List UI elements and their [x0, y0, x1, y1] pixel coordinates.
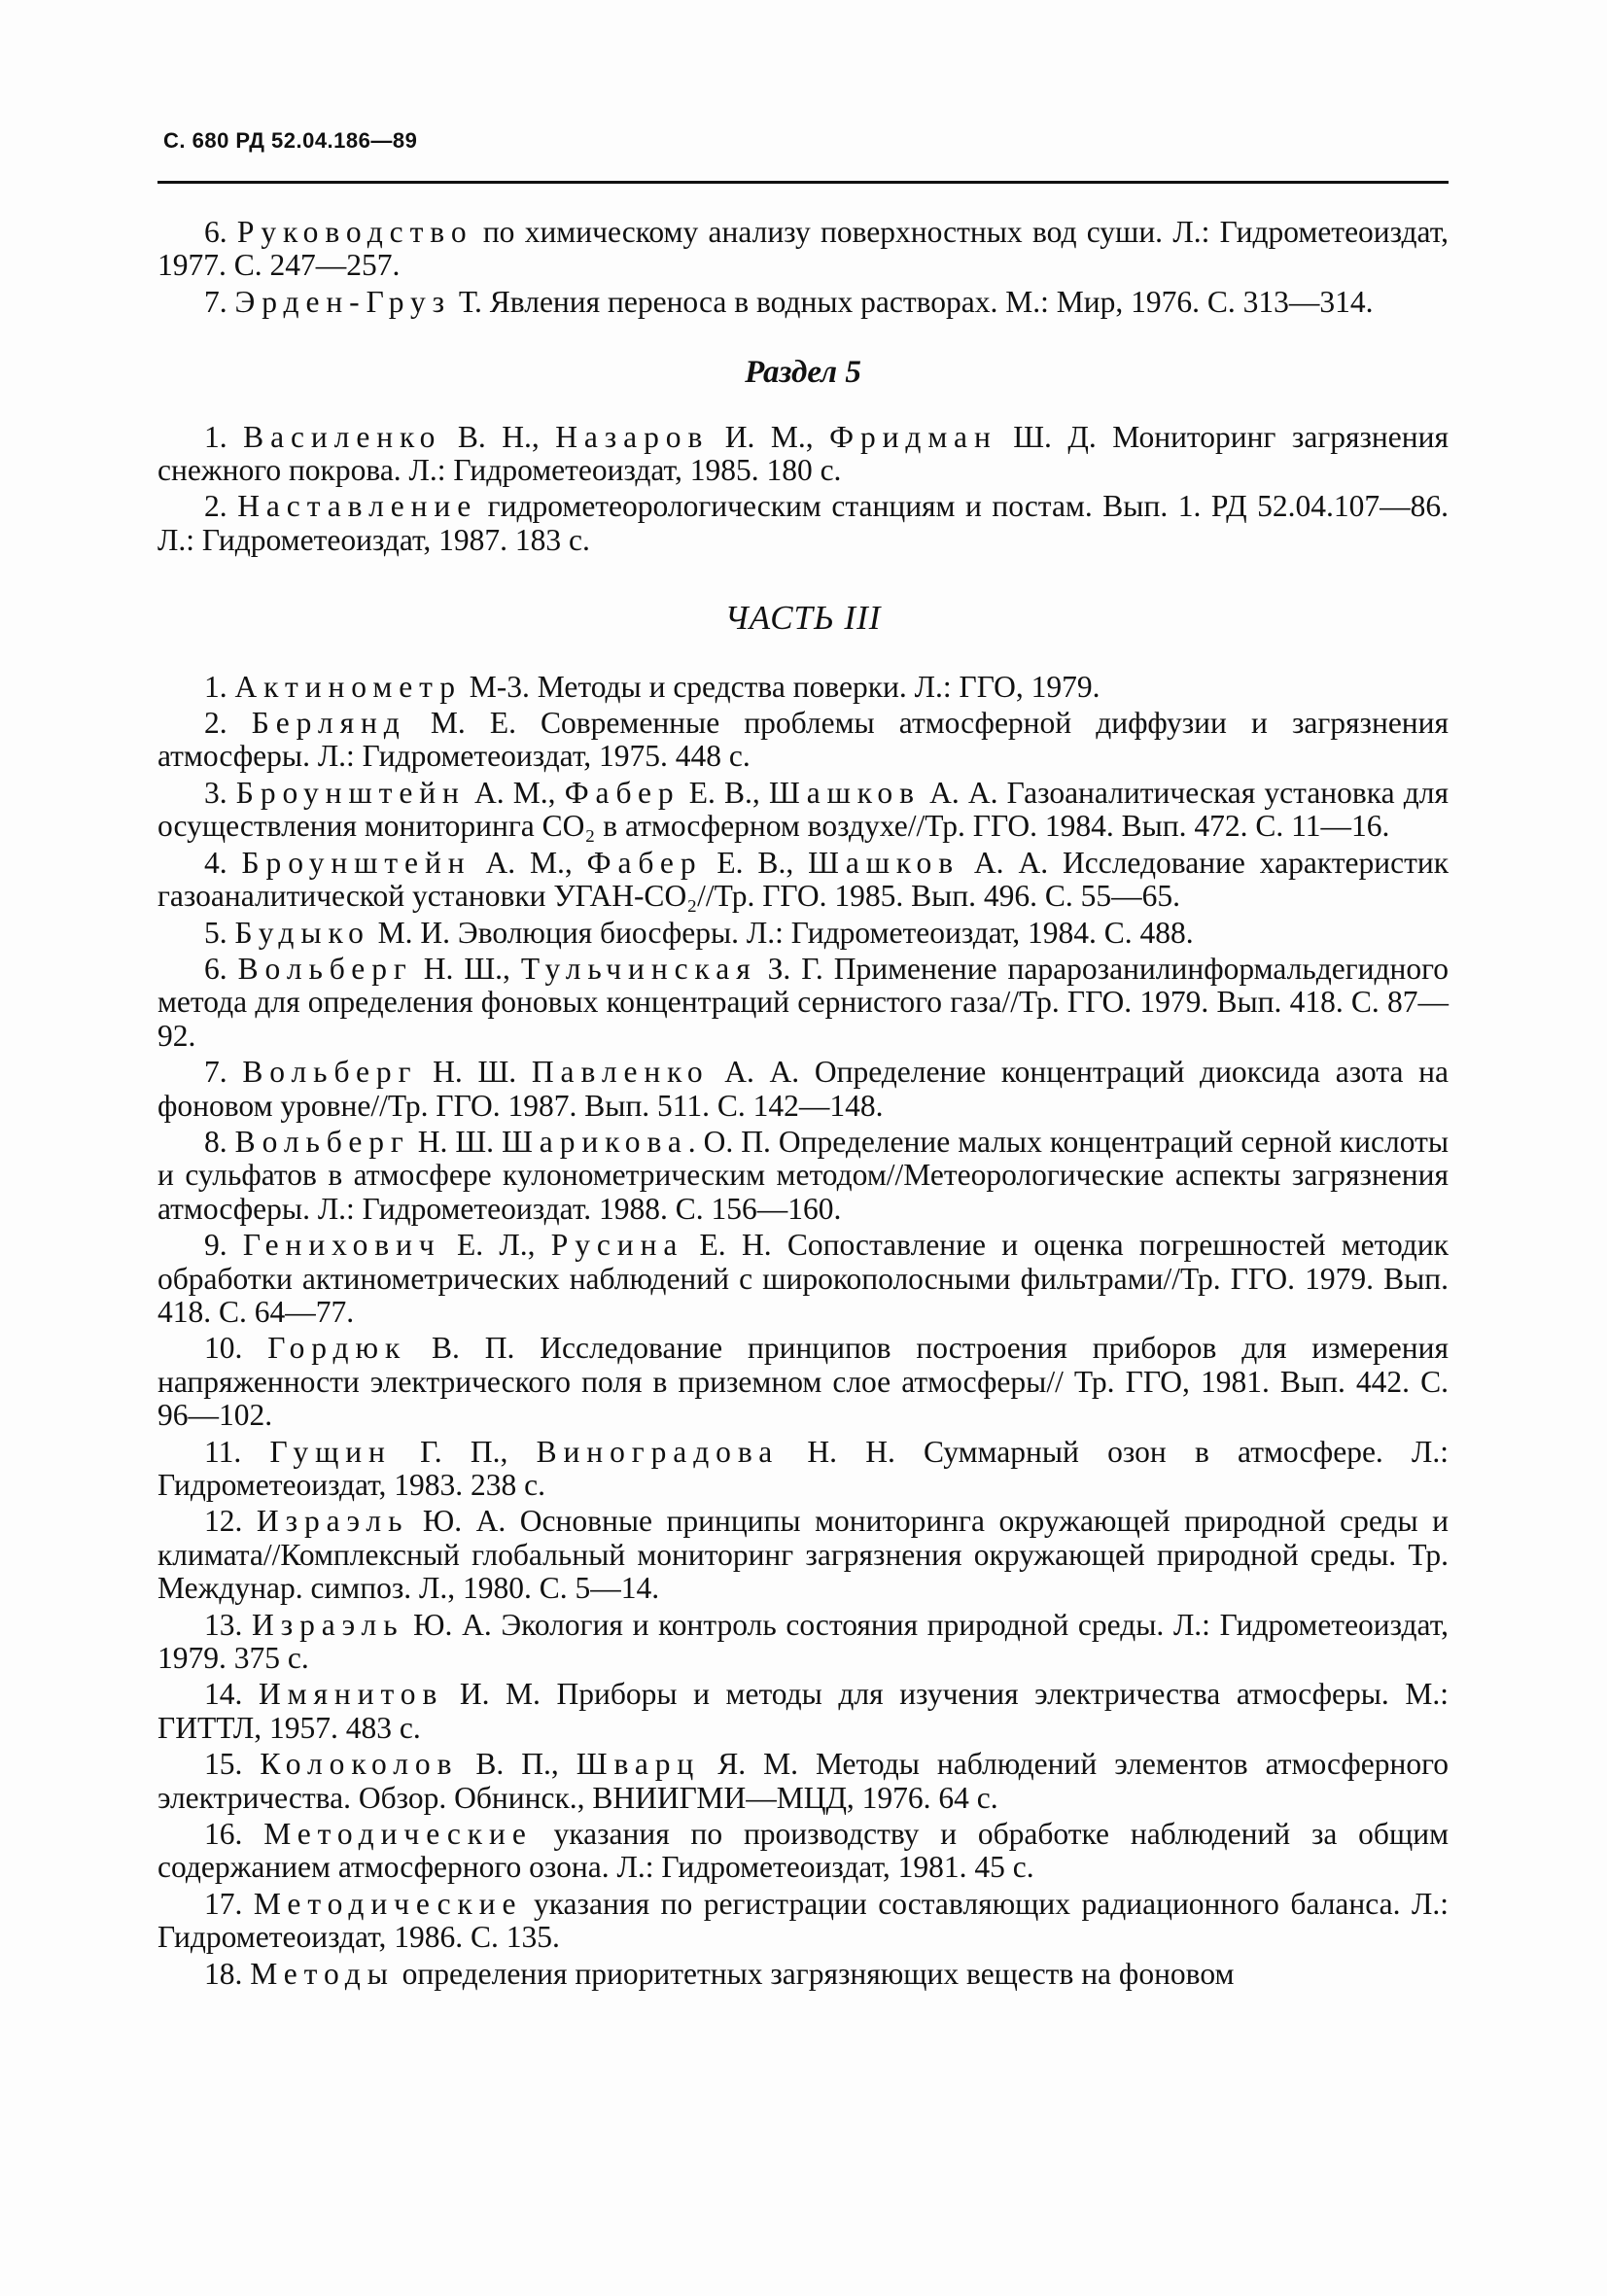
reference-author: Броунштейн	[235, 775, 466, 810]
reference-number: 13.	[204, 1607, 243, 1642]
reference-text: Н. Н. Суммарный озон в атмосфере. Л.: Гидрометеоиздат, 1983. 238 с.	[157, 1434, 1450, 1502]
reference-author: Броунштейн	[241, 845, 472, 880]
reference-item	[157, 1888, 1449, 1955]
reference-text: А. М.,	[471, 845, 587, 880]
reference-text: Е. В.,	[680, 775, 769, 810]
reference-text: Ш. Д. Мониторинг загрязнения снежного покрова. Л.: Гидрометеоиздат, 1985. 180 с.	[157, 419, 1449, 488]
reference-number: 1.	[204, 419, 227, 454]
reference-text: Ю. А. Основные принципы мониторинга окружающей природной среды и климата//Комплексный глобальный мониторинг загрязнения окружающей природной среды. Тр. Междунар. симпоз. Л., 1980. С. 5—14.	[157, 1504, 1449, 1606]
part-3-title: ЧАСТЬ III	[724, 599, 882, 638]
reference-number: 7.	[204, 284, 227, 319]
reference-author: Методические	[253, 1886, 523, 1921]
reference-text: гидрометеорологическим станциям и постам. Вып. 1. РД 52.04.107—86. Л.: Гидрометеоиздат, 1987. 183 с.	[157, 489, 1449, 557]
reference-author: Вольберг	[234, 1124, 410, 1159]
reference-text: В. Н.,	[441, 419, 556, 454]
reference-item	[157, 1332, 1449, 1432]
reference-author: Эрден-Груз	[234, 284, 452, 319]
reference-text: М-3. Методы и средства поверки. Л.: ГГО, 1979.	[461, 669, 1100, 704]
reference-text: Я. М. Методы наблюдений элементов атмосферного электричества. Обзор. Обнинск., ВНИИГМИ—МЦД, 1976. 64 с.	[157, 1747, 1450, 1815]
reference-author: Василенко	[243, 419, 442, 454]
reference-text: А. А. Газоаналитическая установка для осуществления мониторинга CO₂ в атмосферном воздухе//Тр. ГГО. 1984. Вып. 472. С. 11—16.	[157, 775, 1449, 844]
reference-text: А. М.,	[465, 775, 565, 810]
reference-author: Актинометр	[234, 669, 462, 704]
reference-author: Гущин	[269, 1434, 392, 1469]
reference-item	[157, 216, 1449, 283]
reference-item	[157, 777, 1449, 844]
reference-author: Имянитов	[258, 1677, 444, 1712]
reference-number: 15.	[204, 1747, 243, 1782]
reference-author: Методические	[263, 1817, 533, 1852]
part-3-references	[157, 671, 1449, 1991]
reference-item	[157, 707, 1449, 774]
reference-item	[157, 1609, 1449, 1676]
reference-author: Назаров	[555, 419, 710, 454]
reference-item	[157, 953, 1449, 1053]
reference-number: 3.	[204, 775, 227, 810]
reference-item	[157, 1505, 1449, 1605]
reference-number: 6.	[204, 215, 227, 249]
reference-text: по химическому анализу поверхностных вод суши. Л.: Гидрометеоиздат, 1977. С. 247—257.	[157, 215, 1449, 283]
reference-number: 9.	[204, 1228, 227, 1263]
reference-item	[157, 1748, 1449, 1815]
section-5-title: Раздел 5	[745, 355, 861, 391]
reference-item	[157, 1126, 1449, 1226]
reference-number: 10.	[204, 1331, 243, 1366]
reference-item	[157, 1056, 1449, 1123]
reference-item	[157, 1678, 1449, 1745]
reference-item	[157, 917, 1449, 950]
reference-author: Русина	[550, 1228, 684, 1263]
reference-author: Наставление	[237, 489, 478, 524]
reference-item	[157, 286, 1449, 319]
reference-text: В. П.,	[458, 1747, 576, 1782]
reference-item	[157, 1958, 1449, 1991]
reference-number: 16.	[204, 1817, 243, 1852]
reference-text: Е. Л.,	[440, 1228, 551, 1263]
reference-text: Ю. А. Экология и контроль состояния природной среды. Л.: Гидрометеоиздат, 1979. 375 с.	[157, 1607, 1449, 1676]
references-block-1	[157, 216, 1449, 319]
reference-text: Н. Ш.	[409, 1124, 503, 1159]
reference-text: Г. П.,	[391, 1434, 537, 1469]
reference-author: Шашков	[768, 775, 921, 810]
reference-author: Павленко	[531, 1055, 710, 1090]
section-5-references	[157, 421, 1449, 558]
reference-author: Генихович	[242, 1228, 441, 1263]
reference-item	[157, 847, 1449, 914]
reference-number: 12.	[204, 1504, 243, 1539]
reference-number: 18.	[204, 1956, 243, 1991]
reference-number: 2.	[204, 489, 227, 524]
reference-number: 17.	[204, 1886, 243, 1921]
reference-author: Шварц	[576, 1747, 701, 1782]
reference-number: 7.	[204, 1055, 227, 1090]
reference-item	[157, 1436, 1449, 1503]
reference-number: 4.	[204, 845, 227, 880]
reference-text: указания по производству и обработке наблюдений за общим содержанием атмосферного озона. Л.: Гидрометеоиздат, 1981. 45 с.	[157, 1817, 1450, 1885]
reference-text: Т. Явления переноса в водных растворах. М.: Мир, 1976. С. 313—314.	[451, 284, 1374, 319]
header-rule	[157, 181, 1449, 184]
reference-text: З. Г. Применение парарозанилинформальдегидного метода для определения фоновых концентраций сернистого газа//Тр. ГГО. 1979. Вып. 418. С. 87—92.	[157, 951, 1449, 1053]
reference-text: А. А. Исследование характеристик газоаналитической установки УГАН-CO₂//Тр. ГГО. 1985. Вып. 496. С. 55—65.	[157, 845, 1449, 914]
reference-text: И. М. Приборы и методы для изучения электричества атмосферы. М.: ГИТТЛ, 1957. 483 с.	[157, 1677, 1449, 1745]
reference-author: Вольберг	[242, 1055, 418, 1090]
reference-author: Методы	[250, 1956, 395, 1991]
reference-author: Израэль	[256, 1504, 409, 1539]
reference-author: Фридман	[829, 419, 997, 454]
reference-author: Колоколов	[260, 1747, 459, 1782]
reference-number: 2.	[204, 706, 227, 741]
page-header: С. 680 РД 52.04.186—89	[163, 128, 418, 153]
reference-item	[157, 671, 1449, 704]
reference-author: Руководство	[236, 215, 473, 249]
reference-item	[157, 490, 1449, 557]
reference-text: Н. Ш.,	[412, 951, 521, 986]
reference-text: М. Е. Современные проблемы атмосферной диффузии и загрязнения атмосферы. Л.: Гидрометеоиздат, 1975. 448 с.	[157, 706, 1450, 774]
reference-item	[157, 1229, 1449, 1329]
reference-author: Виноградова	[536, 1434, 780, 1469]
references-content	[157, 216, 1449, 1994]
reference-text: . О. П. Определение малых концентраций серной кислоты и сульфатов в атмосфере кулонометрическим методом//Метеорологические аспекты загрязнения атмосферы. Л.: Гидрометеоиздат. 1988. С. 156—160.	[157, 1124, 1450, 1226]
reference-text: Е. В.,	[702, 845, 809, 880]
reference-text: М. И. Эволюция биосферы. Л.: Гидрометеоиздат, 1984. С. 488.	[369, 915, 1194, 950]
reference-author: Вольберг	[237, 951, 413, 986]
reference-number: 8.	[204, 1124, 227, 1159]
reference-number: 14.	[204, 1677, 243, 1712]
reference-author: Гордюк	[267, 1331, 407, 1366]
reference-author: Фабер	[586, 845, 703, 880]
reference-text: А. А. Определение концентраций диоксида азота на фоновом уровне//Тр. ГГО. 1987. Вып. 511. С. 142—148.	[157, 1055, 1449, 1123]
reference-text: указания по регистрации составляющих радиационного баланса. Л.: Гидрометеоиздат, 1986. С. 135.	[157, 1886, 1449, 1955]
reference-author: Берлянд	[251, 706, 406, 741]
reference-text: Е. Н. Сопоставление и оценка погрешностей методик обработки актинометрических наблюдений с широкополосными фильтрами//Тр. ГГО. 1979. Вып. 418. С. 64—77.	[157, 1228, 1449, 1329]
reference-text: Н. Ш.	[417, 1055, 532, 1090]
reference-number: 6.	[204, 951, 227, 986]
reference-author: Шарикова	[502, 1124, 688, 1159]
reference-author: Шашков	[808, 845, 961, 880]
reference-number: 5.	[204, 915, 227, 950]
reference-author: Фабер	[564, 775, 681, 810]
reference-text: И. М.,	[709, 419, 830, 454]
reference-author: Израэль	[252, 1607, 404, 1642]
reference-number: 11.	[204, 1434, 242, 1469]
reference-author: Тульчинская	[520, 951, 757, 986]
reference-item	[157, 421, 1449, 488]
reference-text: определения приоритетных загрязняющих веществ на фоновом	[394, 1956, 1235, 1991]
reference-text: В. П. Исследование принципов построения приборов для измерения напряженности электрического поля в приземном слое атмосферы// Тр. ГГО, 1981. Вып. 442. С. 96—102.	[157, 1331, 1449, 1433]
reference-number: 1.	[204, 669, 227, 704]
reference-item	[157, 1818, 1449, 1885]
reference-author: Будыко	[234, 915, 370, 950]
